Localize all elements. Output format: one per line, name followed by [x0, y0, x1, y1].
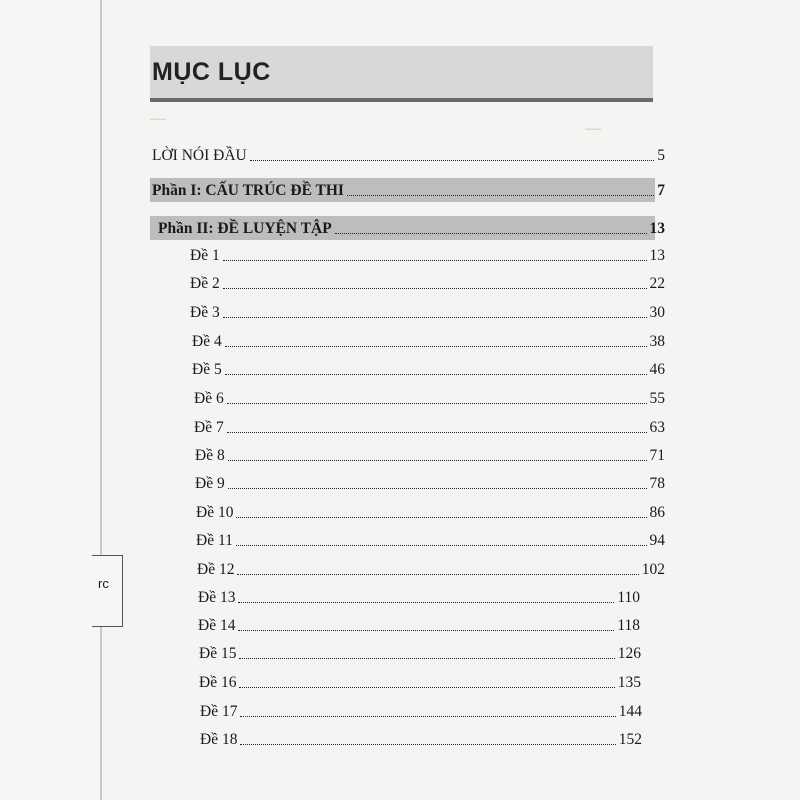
- toc-page-number: 118: [617, 617, 640, 634]
- toc-entry: [194, 388, 665, 408]
- leader-dots: [240, 744, 615, 745]
- toc-page-number: 55: [649, 390, 665, 407]
- toc-label: Đề 6: [194, 390, 224, 407]
- page-title: MỤC LỤC: [152, 58, 271, 86]
- toc-entry: [152, 180, 665, 200]
- edge-tab-text: rc: [98, 576, 109, 591]
- toc-label: Phần I: CẤU TRÚC ĐỀ THI: [152, 182, 344, 199]
- toc-entry: [199, 672, 641, 692]
- toc-label: Đề 1: [190, 247, 220, 264]
- toc-label: Đề 4: [192, 333, 222, 350]
- toc-entry: [190, 302, 665, 322]
- toc-page-number: 144: [618, 703, 642, 720]
- toc-entry: [192, 331, 665, 351]
- toc-page-number: 110: [617, 589, 640, 606]
- toc-entry: [196, 530, 665, 550]
- leader-dots: [238, 602, 614, 603]
- toc-entry: [199, 643, 641, 663]
- toc-page-number: 152: [618, 731, 642, 748]
- bleed-through-mark: —: [150, 110, 166, 127]
- toc-label: Đề 16: [199, 674, 237, 691]
- toc-label: LỜI NÓI ĐẦU: [152, 147, 247, 164]
- toc-page-number: 71: [649, 447, 665, 464]
- toc-label: Đề 2: [190, 275, 220, 292]
- leader-dots: [228, 460, 647, 461]
- adjacent-page-tab: [92, 555, 123, 627]
- toc-entry: [195, 445, 665, 465]
- toc-page-number: 102: [641, 561, 665, 578]
- toc-entry: [158, 218, 665, 238]
- toc-label: Đề 17: [200, 703, 238, 720]
- toc-label: Đề 18: [200, 731, 238, 748]
- toc-label: Đề 11: [196, 532, 233, 549]
- toc-entry: [195, 473, 665, 493]
- adjacent-page-edge: [0, 0, 102, 800]
- toc-page-number: 63: [649, 419, 665, 436]
- leader-dots: [223, 260, 647, 261]
- toc-page-number: 94: [649, 532, 665, 549]
- toc-page-number: 7: [657, 182, 665, 199]
- toc-entry: [197, 559, 665, 579]
- toc-label: Đề 14: [198, 617, 236, 634]
- toc-label: Đề 12: [197, 561, 235, 578]
- toc-entry: [198, 615, 640, 635]
- leader-dots: [223, 317, 647, 318]
- leader-dots: [228, 488, 647, 489]
- toc-label: Đề 13: [198, 589, 236, 606]
- toc-label: Đề 9: [195, 475, 225, 492]
- toc-page-number: 22: [649, 275, 665, 292]
- leader-dots: [238, 630, 614, 631]
- toc-label: Đề 3: [190, 304, 220, 321]
- toc-label: Đề 7: [194, 419, 224, 436]
- toc-entry: [190, 273, 665, 293]
- toc-entry: [190, 245, 665, 265]
- leader-dots: [240, 716, 615, 717]
- toc-entry: [200, 701, 642, 721]
- bleed-through-mark: —: [585, 120, 601, 137]
- toc-page-number: 38: [649, 333, 665, 350]
- toc-page-number: 86: [649, 504, 665, 521]
- toc-label: Đề 15: [199, 645, 237, 662]
- toc-label: Phần II: ĐỀ LUYỆN TẬP: [158, 220, 332, 237]
- toc-entry: [196, 502, 665, 522]
- toc-label: Đề 8: [195, 447, 225, 464]
- toc-page-number: 126: [617, 645, 641, 662]
- leader-dots: [335, 233, 647, 234]
- toc-entry: [192, 359, 665, 379]
- leader-dots: [225, 346, 647, 347]
- toc-page-number: 13: [649, 220, 665, 237]
- toc-page-number: 30: [649, 304, 665, 321]
- leader-dots: [250, 160, 655, 161]
- leader-dots: [347, 195, 654, 196]
- toc-entry: [198, 587, 640, 607]
- toc-page-number: 78: [649, 475, 665, 492]
- leader-dots: [223, 288, 647, 289]
- leader-dots: [225, 374, 647, 375]
- leader-dots: [237, 574, 638, 575]
- leader-dots: [236, 545, 647, 546]
- toc-page-number: 5: [657, 147, 665, 164]
- toc-label: Đề 5: [192, 361, 222, 378]
- toc-entry: [200, 729, 642, 749]
- toc-label: Đề 10: [196, 504, 234, 521]
- toc-entry: [152, 145, 665, 165]
- leader-dots: [236, 517, 646, 518]
- toc-page-number: 13: [649, 247, 665, 264]
- toc-page-number: 46: [649, 361, 665, 378]
- leader-dots: [239, 687, 614, 688]
- toc-page-number: 135: [617, 674, 641, 691]
- leader-dots: [227, 432, 647, 433]
- toc-entry: [194, 417, 665, 437]
- leader-dots: [227, 403, 647, 404]
- leader-dots: [239, 658, 614, 659]
